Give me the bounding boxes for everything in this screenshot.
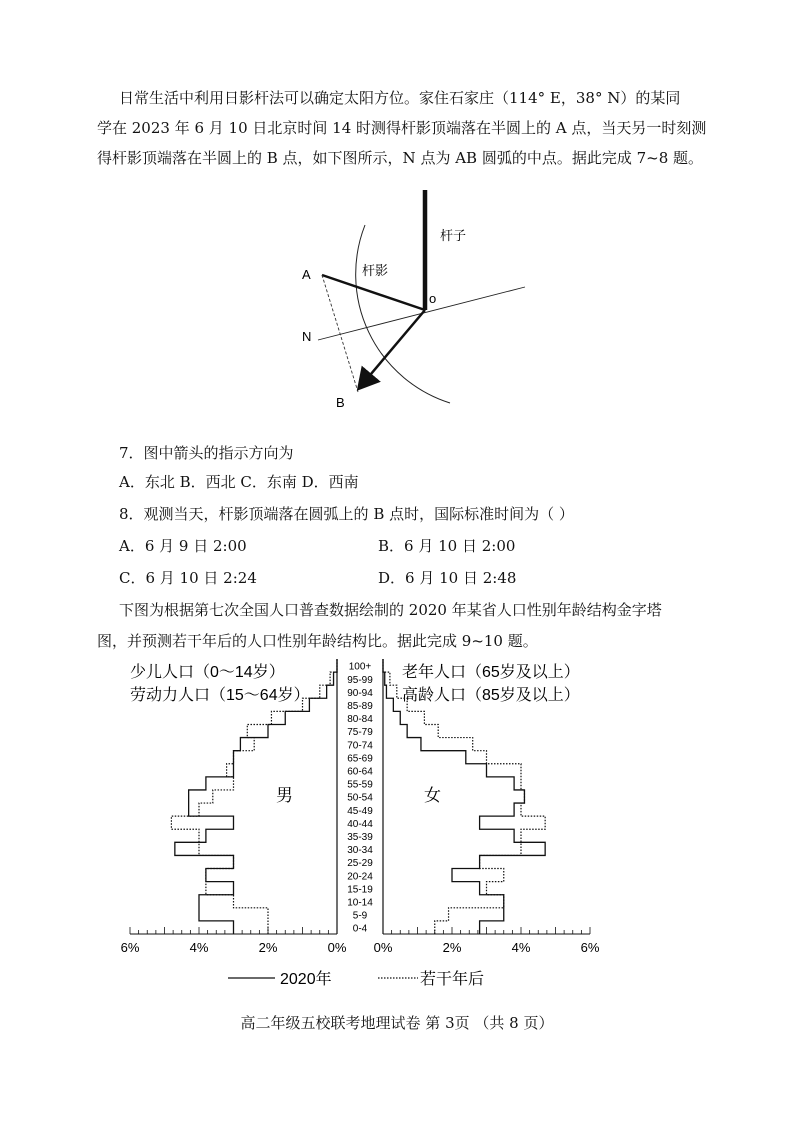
age-label: 100+: [348, 661, 372, 673]
group-label-oldest: 高龄人口（85岁及以上）: [402, 687, 580, 704]
female-x-tick-label: 2%: [442, 940, 462, 955]
label-pole: 杆子: [440, 228, 467, 243]
intro2-line-1: 下图为根据第七次全国人口普查数据绘制的 2020 年某省人口性别年龄结构金字塔: [119, 601, 662, 619]
shadow-arrow-ob: [360, 310, 425, 387]
dashed-line-ab: [322, 275, 358, 392]
age-label: 45-49: [347, 805, 373, 817]
male-x-tick-label: 0%: [327, 940, 347, 955]
q7-options: A．东北 B．西北 C．东南 D．西南: [119, 473, 359, 491]
age-label: 80-84: [347, 714, 373, 726]
label-B: B: [336, 395, 345, 410]
intro-line-1: 日常生活中利用日影杆法可以确定太阳方位。家住石家庄（114° E，38° N）的某同: [119, 89, 681, 107]
page-footer: 高二年级五校联考地理试卷 第 3页 （共 8 页）: [240, 1014, 554, 1032]
q8-option-d: D．6 月 10 日 2:48: [378, 569, 517, 587]
age-label: 90-94: [347, 687, 373, 699]
age-label: 60-64: [347, 766, 373, 778]
age-label: 0-4: [352, 923, 368, 935]
population-pyramid-chart: [100, 655, 620, 995]
age-label: 55-59: [347, 779, 373, 791]
male-x-tick-label: 4%: [189, 940, 209, 955]
sex-label-female: 女: [424, 786, 441, 805]
age-label: 95-99: [347, 674, 373, 686]
legend-solid-label: 2020年: [280, 971, 332, 988]
legend-dotted-label: 若干年后: [420, 971, 485, 988]
label-shadow: 杆影: [362, 263, 389, 278]
intro-line-3: 得杆影顶端落在半圆上的 B 点，如下图所示，N 点为 AB 圆弧的中点。据此完成 7~8 题。: [97, 149, 704, 167]
age-label: 70-74: [347, 740, 373, 752]
group-label-children: 少儿人口（0～14岁）: [130, 664, 285, 681]
age-label: 35-39: [347, 831, 373, 843]
group-label-elderly: 老年人口（65岁及以上）: [402, 664, 580, 681]
age-label: 20-24: [347, 871, 373, 883]
age-label: 50-54: [347, 792, 373, 804]
age-label: 65-69: [347, 753, 373, 765]
label-O: o: [429, 291, 437, 306]
q8-option-a: A．6 月 9 日 2:00: [119, 537, 247, 555]
sex-label-male: 男: [276, 786, 293, 805]
age-label: 40-44: [347, 818, 373, 830]
q8-option-b: B．6 月 10 日 2:00: [378, 537, 516, 555]
q8-option-c: C．6 月 10 日 2:24: [119, 569, 257, 587]
female-x-tick-label: 0%: [373, 940, 393, 955]
female-x-tick-label: 6%: [580, 940, 600, 955]
label-A: A: [302, 267, 311, 282]
shadow-diagram: [280, 185, 540, 415]
q8-stem: 8．观测当天，杆影顶端落在圆弧上的 B 点时，国际标准时间为（ ）: [119, 505, 574, 523]
age-label: 30-34: [347, 845, 373, 857]
age-label: 5-9: [352, 910, 368, 922]
male-x-tick-label: 2%: [258, 940, 278, 955]
age-label: 75-79: [347, 727, 373, 739]
age-label: 25-29: [347, 858, 373, 870]
shadow-line-oa: [322, 275, 425, 310]
intro2-line-2: 图，并预测若干年后的人口性别年龄结构比。据此完成 9~10 题。: [97, 632, 538, 650]
age-label: 15-19: [347, 884, 373, 896]
age-label: 85-89: [347, 701, 373, 713]
female-x-tick-label: 4%: [511, 940, 531, 955]
label-N: N: [302, 329, 312, 344]
intro-line-2: 学在 2023 年 6 月 10 日北京时间 14 时测得杆影顶端落在半圆上的 A 点，当天另一时刻测: [97, 119, 707, 137]
male-x-tick-label: 6%: [120, 940, 140, 955]
group-label-labor: 劳动力人口（15～64岁）: [130, 687, 310, 704]
age-label: 10-14: [347, 897, 373, 909]
q7-stem: 7．图中箭头的指示方向为: [119, 444, 294, 462]
